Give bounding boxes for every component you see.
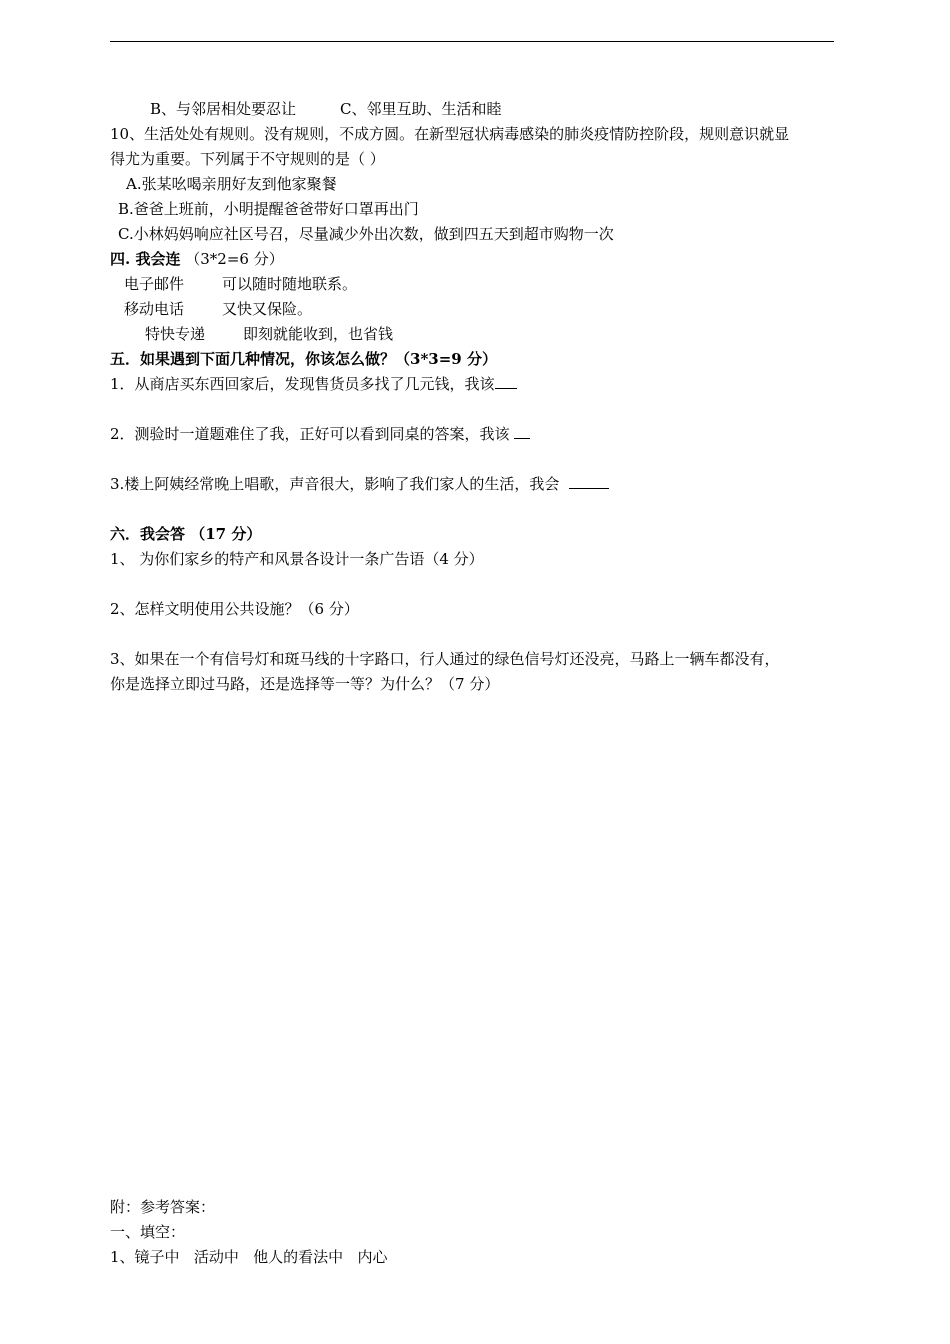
q9-option-c: C、邻里互助、生活和睦 (340, 100, 502, 118)
match-left: 电子邮件 (124, 275, 185, 293)
q10-option-a: A.张某吆喝亲朋好友到他家聚餐 (126, 175, 337, 193)
section5-q1-text: 1．从商店买东西回家后，发现售货员多找了几元钱，我该 (110, 375, 495, 393)
match-pair (124, 299, 312, 319)
section5-q3 (110, 474, 609, 494)
section6-q2: 2、怎样文明使用公共设施？（6 分） (110, 600, 359, 618)
section6-q1: 1、 为你们家乡的特产和风景各设计一条广告语（4 分） (110, 550, 484, 568)
q9-option-b: B、与邻居相处要忍让 (150, 100, 297, 118)
section6-heading: 六．我会答 （17 分） (110, 525, 262, 543)
q10-option-c: C.小林妈妈响应社区号召，尽量减少外出次数，做到四五天到超市购物一次 (118, 225, 614, 243)
header-rule (110, 41, 834, 42)
match-right: 可以随时随地联系。 (222, 275, 358, 293)
section6-q3-line1: 3、如果在一个有信号灯和斑马线的十字路口，行人通过的绿色信号灯还没亮，马路上一辆车都没有， (110, 650, 780, 668)
answer-blank (514, 424, 530, 439)
match-pair (124, 274, 357, 294)
q9-options (150, 99, 502, 119)
q10-stem-line2: 得尤为重要。下列属于不守规则的是（ ） (110, 150, 385, 168)
match-right: 又快又保险。 (222, 300, 313, 318)
match-right: 即刻就能收到，也省钱 (243, 325, 394, 343)
section4-heading: 四. 我会连 (110, 250, 181, 268)
section5-q2 (110, 424, 530, 444)
answer-blank (495, 374, 517, 389)
section4-score: （3*2=6 分） (185, 250, 284, 268)
answers-line1: 1、镜子中 活动中 他人的看法中 内心 (110, 1248, 388, 1266)
section5-q1 (110, 374, 517, 394)
section4-heading-line (110, 249, 284, 269)
answers-part1: 一、填空： (110, 1223, 186, 1241)
section5-heading: 五．如果遇到下面几种情况，你该怎么做？（3*3=9 分） (110, 350, 497, 368)
q10-stem-line1: 10、生活处处有规则。没有规则，不成方圆。在新型冠状病毒感染的肺炎疫情防控阶段，规则意识就显 (110, 125, 790, 143)
q10-option-b: B.爸爸上班前，小明提醒爸爸带好口罩再出门 (118, 200, 419, 218)
answers-title: 附：参考答案： (110, 1198, 216, 1216)
answer-blank (569, 474, 609, 489)
section5-q3-text: 3.楼上阿姨经常晚上唱歌，声音很大，影响了我们家人的生活，我会 (110, 475, 560, 493)
section6-q3-line2: 你是选择立即过马路，还是选择等一等？为什么？（7 分） (110, 675, 500, 693)
section5-q2-text: 2．测验时一道题难住了我，正好可以看到同桌的答案，我该 (110, 425, 510, 443)
match-left: 特快专递 (145, 325, 206, 343)
match-pair (145, 324, 393, 344)
match-left: 移动电话 (124, 300, 185, 318)
